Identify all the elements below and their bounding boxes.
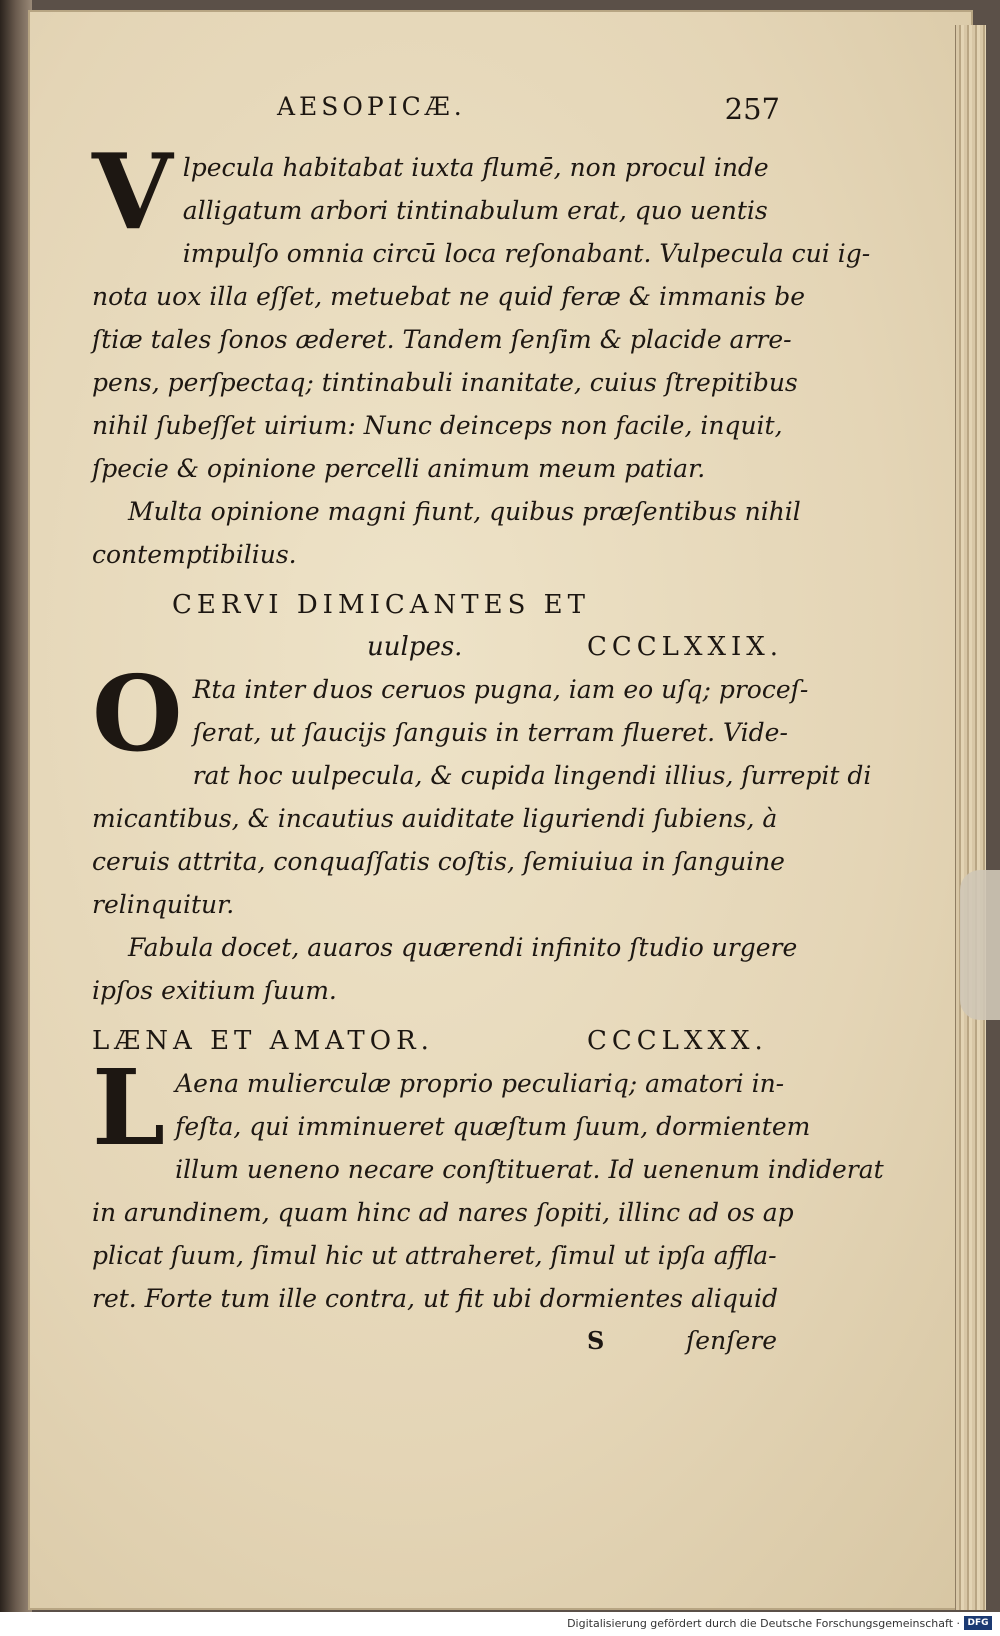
text-line: Rta inter duos ceruos pugna, iam eo uſq; proceſ- bbox=[192, 675, 809, 704]
text-line: rat hoc uulpecula, & cupida lingendi illius, ſurrepit di bbox=[192, 761, 872, 790]
text-line: ſpecie & opinione percelli animum meum patiar. bbox=[92, 454, 706, 483]
dropcap-o: O bbox=[92, 652, 183, 775]
text-line: ceruis attrita, conquaſſatis coſtis, ſemiuiua in ſanguine bbox=[92, 847, 785, 876]
text-line: impulſo omnia circū loca reſonabant. Vulpecula cui ig- bbox=[182, 239, 871, 268]
text-line: illum ueneno necare conſtituerat. Id uenenum indiderat bbox=[175, 1155, 884, 1184]
text-line: plicat ſuum, ſimul hic ut attraheret, ſimul ut ipſa affla- bbox=[92, 1241, 777, 1270]
page-content bbox=[92, 92, 884, 1364]
text-line: ſerat, ut ſaucijs ſanguis in terram flueret. Vide- bbox=[192, 718, 788, 747]
dropcap-l: L bbox=[92, 1046, 166, 1169]
fable-1-text bbox=[92, 130, 871, 490]
text-line: pens, perſpectaq; tintinabuli inanitate, cuius ſtrepitibus bbox=[92, 368, 798, 397]
title-line bbox=[92, 626, 782, 668]
fable-1-moral bbox=[92, 490, 801, 576]
title-line: LÆNA ET AMATOR. bbox=[92, 1026, 434, 1056]
fable-2-text bbox=[92, 652, 872, 926]
fable-number: CCCLXXIX. bbox=[587, 632, 784, 662]
text-line: nota uox illa eſſet, metuebat ne quid feræ & immanis be bbox=[92, 282, 805, 311]
fable-2-moral bbox=[92, 926, 798, 1012]
page-header bbox=[92, 92, 782, 138]
text-line: nihil ſubeſſet uirium: Nunc deinceps non facile, inquit, bbox=[92, 411, 783, 440]
text-line: ſtiæ tales ſonos æderet. Tandem ſenſim & placide arre- bbox=[92, 325, 792, 354]
text-line: relinquitur. bbox=[92, 890, 235, 919]
text-line: Aena mulierculæ proprio peculiariq; amatori in- bbox=[175, 1069, 785, 1098]
fable-number: CCCLXXX. bbox=[587, 1026, 768, 1056]
title-word: uulpes. bbox=[367, 632, 463, 662]
fable-3-title bbox=[92, 1020, 782, 1062]
dfg-logo: DFG bbox=[964, 1616, 992, 1630]
moral-line: Fabula docet, auaros quærendi infinito ſtudio urgere bbox=[128, 933, 798, 962]
moral-line: Multa opinione magni fiunt, quibus præſentibus nihil bbox=[128, 497, 801, 526]
credit-text: Digitalisierung gefördert durch die Deutsche Forschungsgemeinschaft · bbox=[567, 1617, 960, 1630]
moral-line: contemptibilius. bbox=[92, 540, 297, 569]
text-line: in arundinem, quam hinc ad nares ſopiti, illinc ad os ap bbox=[92, 1198, 794, 1227]
fable-2-title bbox=[92, 584, 782, 668]
text-line: lpecula habitabat iuxta flumē, non procul inde bbox=[182, 153, 769, 182]
catchword: ſenſere bbox=[686, 1326, 777, 1355]
page-marker-tab bbox=[960, 870, 1000, 1020]
moral-line: ipſos exitium ſuum. bbox=[92, 976, 337, 1005]
page-number: 257 bbox=[724, 92, 780, 126]
text-line: alligatum arbori tintinabulum erat, quo uentis bbox=[182, 196, 768, 225]
running-head: AESOPICÆ. bbox=[277, 92, 466, 121]
text-line: micantibus, & incautius auiditate liguriendi ſubiens, à bbox=[92, 804, 778, 833]
title-line: CERVI DIMICANTES ET bbox=[172, 590, 590, 620]
signature-mark: S bbox=[587, 1326, 605, 1355]
text-line: ret. Forte tum ille contra, ut fit ubi dormientes aliquid bbox=[92, 1284, 778, 1313]
text-line: feſta, qui imminueret quæſtum ſuum, dormientem bbox=[175, 1112, 811, 1141]
page-footer bbox=[92, 1320, 782, 1364]
dropcap-v: V bbox=[92, 130, 173, 253]
fable-3-text bbox=[92, 1046, 884, 1320]
page-edges bbox=[955, 25, 986, 1610]
